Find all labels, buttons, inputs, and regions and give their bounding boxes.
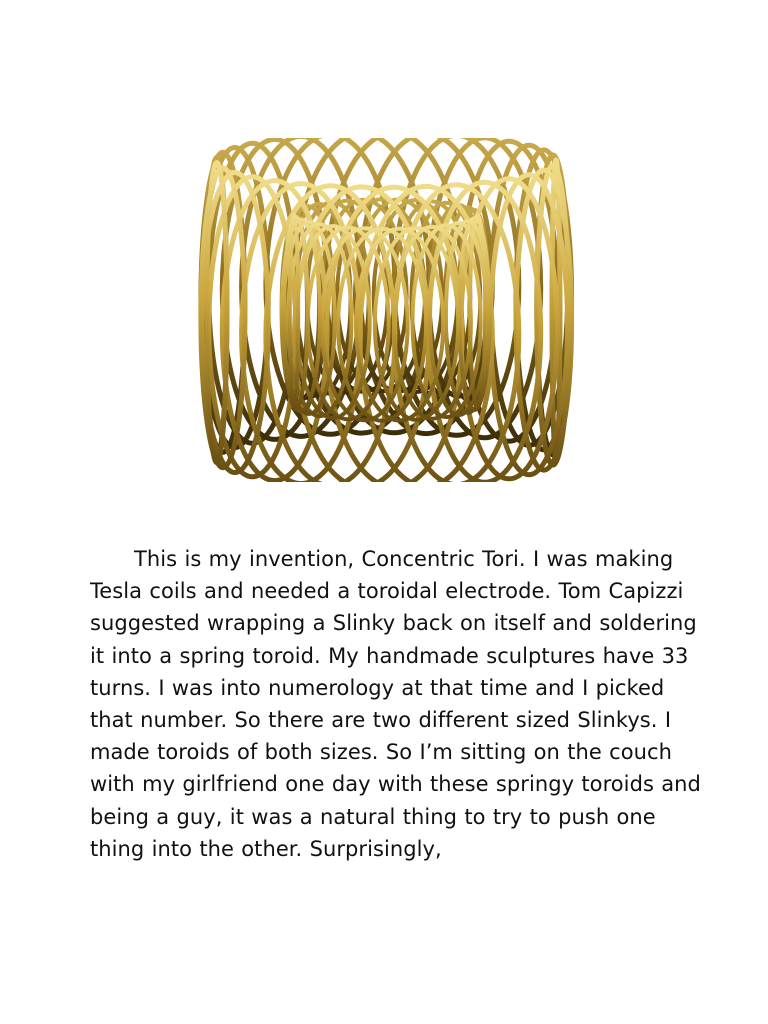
concentric-tori-image bbox=[124, 138, 648, 482]
concentric-tori-illustration bbox=[124, 138, 648, 482]
body-paragraph: This is my invention, Concentric Tori. I was making Tesla coils and needed a toroidal electrode. Tom Capizzi suggested wrapping a Slinky back on itself and soldering it into a spring toroid. My handmade sculptures have 33 turns. I was into numerology at that time and I picked that number. So there are two different sized Slinkys. I made toroids of both sizes. So I’m sitting on the couch with my girlfriend one day with these springy toroids and being a guy, it was a natural thing to try to push one thing into the other. Surprisingly, bbox=[90, 547, 701, 861]
